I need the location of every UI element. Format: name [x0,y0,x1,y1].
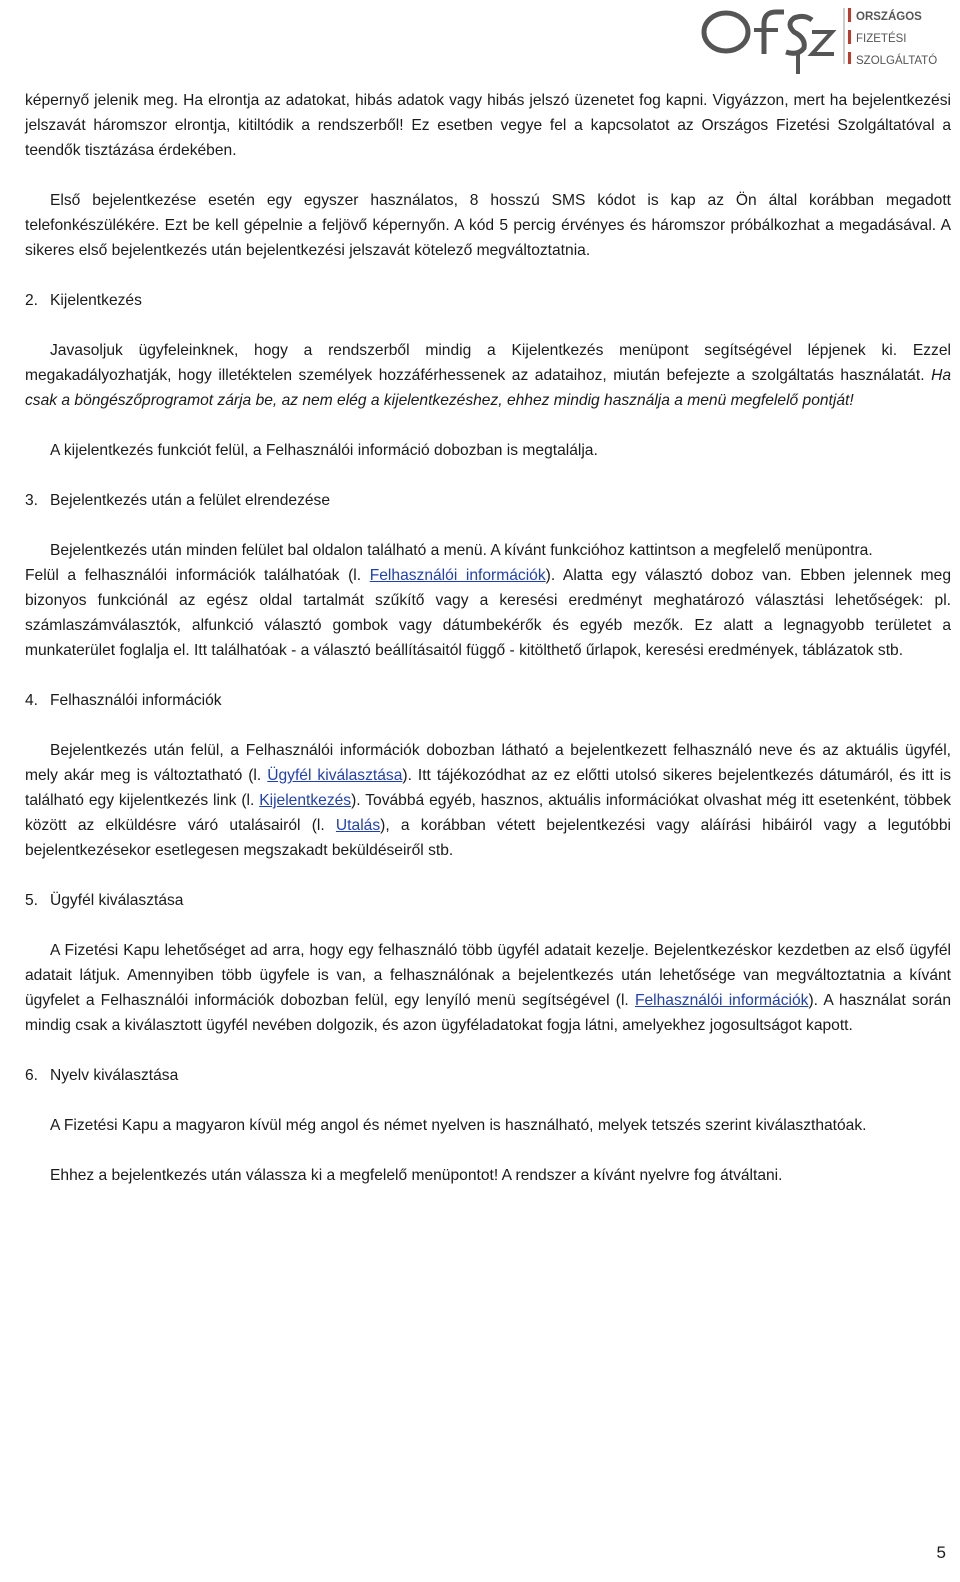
section-title: Kijelentkezés [50,292,142,309]
italic-warning: Ha csak a böngészőprogramot zárja be, az nem elég a kijelentkezéshez, ehhez mindig használja a menü megfelelő pontját! [25,367,951,409]
section-4-heading [25,688,951,713]
text-run: ), a korábban vétett bejelentkezési vagy aláírási hibáiról vagy a legutóbbi bejelentkezésekor esetlegesen megszakadt beküldéseiről stb. [25,817,951,859]
text-run: Bejelentkezés után felül, a Felhasználói információk dobozban látható a bejelentkezett felhasználó neve és az aktuális ügyfél, mely akár meg is változtatható (l. [25,742,951,784]
section-number: 2. [25,292,39,309]
link-kijelentkezes[interactable]: Kijelentkezés [259,792,352,809]
ofsz-logo [694,2,938,76]
section-2-paragraph-2: A kijelentkezés funkciót felül, a Felhasználói információ dobozban is megtalálja. [50,442,598,459]
section-4-paragraph-1 [25,738,951,863]
section-2-paragraph-1 [25,338,951,413]
logo-line-1: ORSZÁGOS [856,11,922,23]
logo-line-3: SZOLGÁLTATÓ [856,55,938,67]
section-3-heading [25,488,951,513]
document-body [25,88,951,1188]
section-number: 6. [25,1067,39,1084]
section-6-heading [25,1063,951,1088]
text-run: ). Továbbá egyéb, hasznos, aktuális információkat olvashat még itt esetenként, többek között az elküldésre váró utalásairól (l. [25,792,951,834]
section-title: Nyelv kiválasztása [50,1067,179,1084]
section-2-heading [25,288,951,313]
text-run: ). A használat során mindig csak a kiválasztott ügyfél nevében dolgozik, és azon ügyféladatokat fogja látni, amelyekhez jogosultságot kapott. [25,992,952,1034]
text-run: ). Alatta egy választó doboz van. Ebben jelennek meg bizonyos funkciónál az egész oldal tartalmát szűkítő vagy a keresési eredményt meghatározó választási lehetőségek: pl. számlaszámválasztók, alfunkció választó gombok vagy dátumbekérők és egyéb mezők. Ez alatt a legnagyobb területet a munkaterület foglalja el. Itt találhatóak - a választó beállításaitól függő - kitölthető űrlapok, keresési eredmények, táblázatok stb. [25,567,952,659]
link-ugyfel-kivalasztasa[interactable]: Ügyfél kiválasztása [267,767,403,784]
intro-paragraph-1: képernyő jelenik meg. Ha elrontja az adatokat, hibás adatok vagy hibás jelszó üzenetet fog kapni. Vigyázzon, mert ha bejelentkezési jelszavát háromszor elrontja, kitiltódik a rendszerből! Ez esetben vegye fel a kapcsolatot az Országos Fizetési Szolgáltatóval a teendők tisztázása érdekében. [25,92,951,159]
section-number: 3. [25,492,39,509]
link-utalas[interactable]: Utalás [335,817,381,834]
section-6-paragraph-1: A Fizetési Kapu a magyaron kívül még angol és német nyelven is használható, melyek tetszés szerint kiválaszthatóak. [50,1117,867,1134]
text-run: ). Itt tájékozódhat az ez előtti utolsó sikeres bejelentkezés dátumáról, és itt is található egy kijelentkezés link (l. [25,767,952,809]
section-5-paragraph-1 [25,938,951,1038]
text-run: Javasoljuk ügyfeleinknek, hogy a rendszerből mindig a Kijelentkezés menüpont segítségével lépjenek ki. Ezzel megakadályozhatják, hogy illetéktelen személyek hozzáférhessenek az adataihoz, miután befejezte a szolgáltatás használatát. [25,342,951,384]
logo-line-2: FIZETÉSI [856,33,907,45]
link-felhasznaloi-informaciok[interactable]: Felhasználói információk [634,992,809,1009]
text-run: A Fizetési Kapu lehetőséget ad arra, hogy egy felhasználó több ügyfél adatait kezelje. Bejelentkezéskor kezdetben az első ügyfél adatait látjuk. Amennyiben több ügyfele is van, a felhasználónak a bejelentkezés után lehetősége van megváltoztatnia a kívánt ügyfelet a Felhasználói információk dobozban felül, egy lenyíló menü segítségével (l. [25,942,951,1009]
section-title: Felhasználói információk [50,692,222,709]
section-3-paragraph-1: Bejelentkezés után minden felület bal oldalon található a menü. A kívánt funkcióhoz kattintson a megfelelő menüpontra. [50,542,873,559]
section-5-heading [25,888,951,913]
page-number: 5 [936,1543,946,1562]
section-6-paragraph-2: Ehhez a bejelentkezés után válassza ki a megfelelő menüpontot! A rendszer a kívánt nyelvre fog átváltani. [50,1167,783,1184]
section-number: 5. [25,892,39,909]
section-title: Ügyfél kiválasztása [50,892,184,909]
text-run: Felül a felhasználói információk találhatóak (l. [25,567,370,584]
link-felhasznaloi-informaciok[interactable]: Felhasználói információk [369,567,546,584]
section-title: Bejelentkezés után a felület elrendezése [50,492,331,509]
section-3-paragraph-2 [25,563,951,663]
intro-paragraph-2: Első bejelentkezése esetén egy egyszer használatos, 8 hosszú SMS kódot is kap az Ön által korábban megadott telefonkészülékére. Ezt be kell gépelnie a feljövő képernyőn. A kód 5 percig érvényes és háromszor próbálkozhat a megadásával. A sikeres első bejelentkezés után bejelentkezési jelszavát kötelező megváltoztatnia. [25,192,951,259]
section-number: 4. [25,692,39,709]
